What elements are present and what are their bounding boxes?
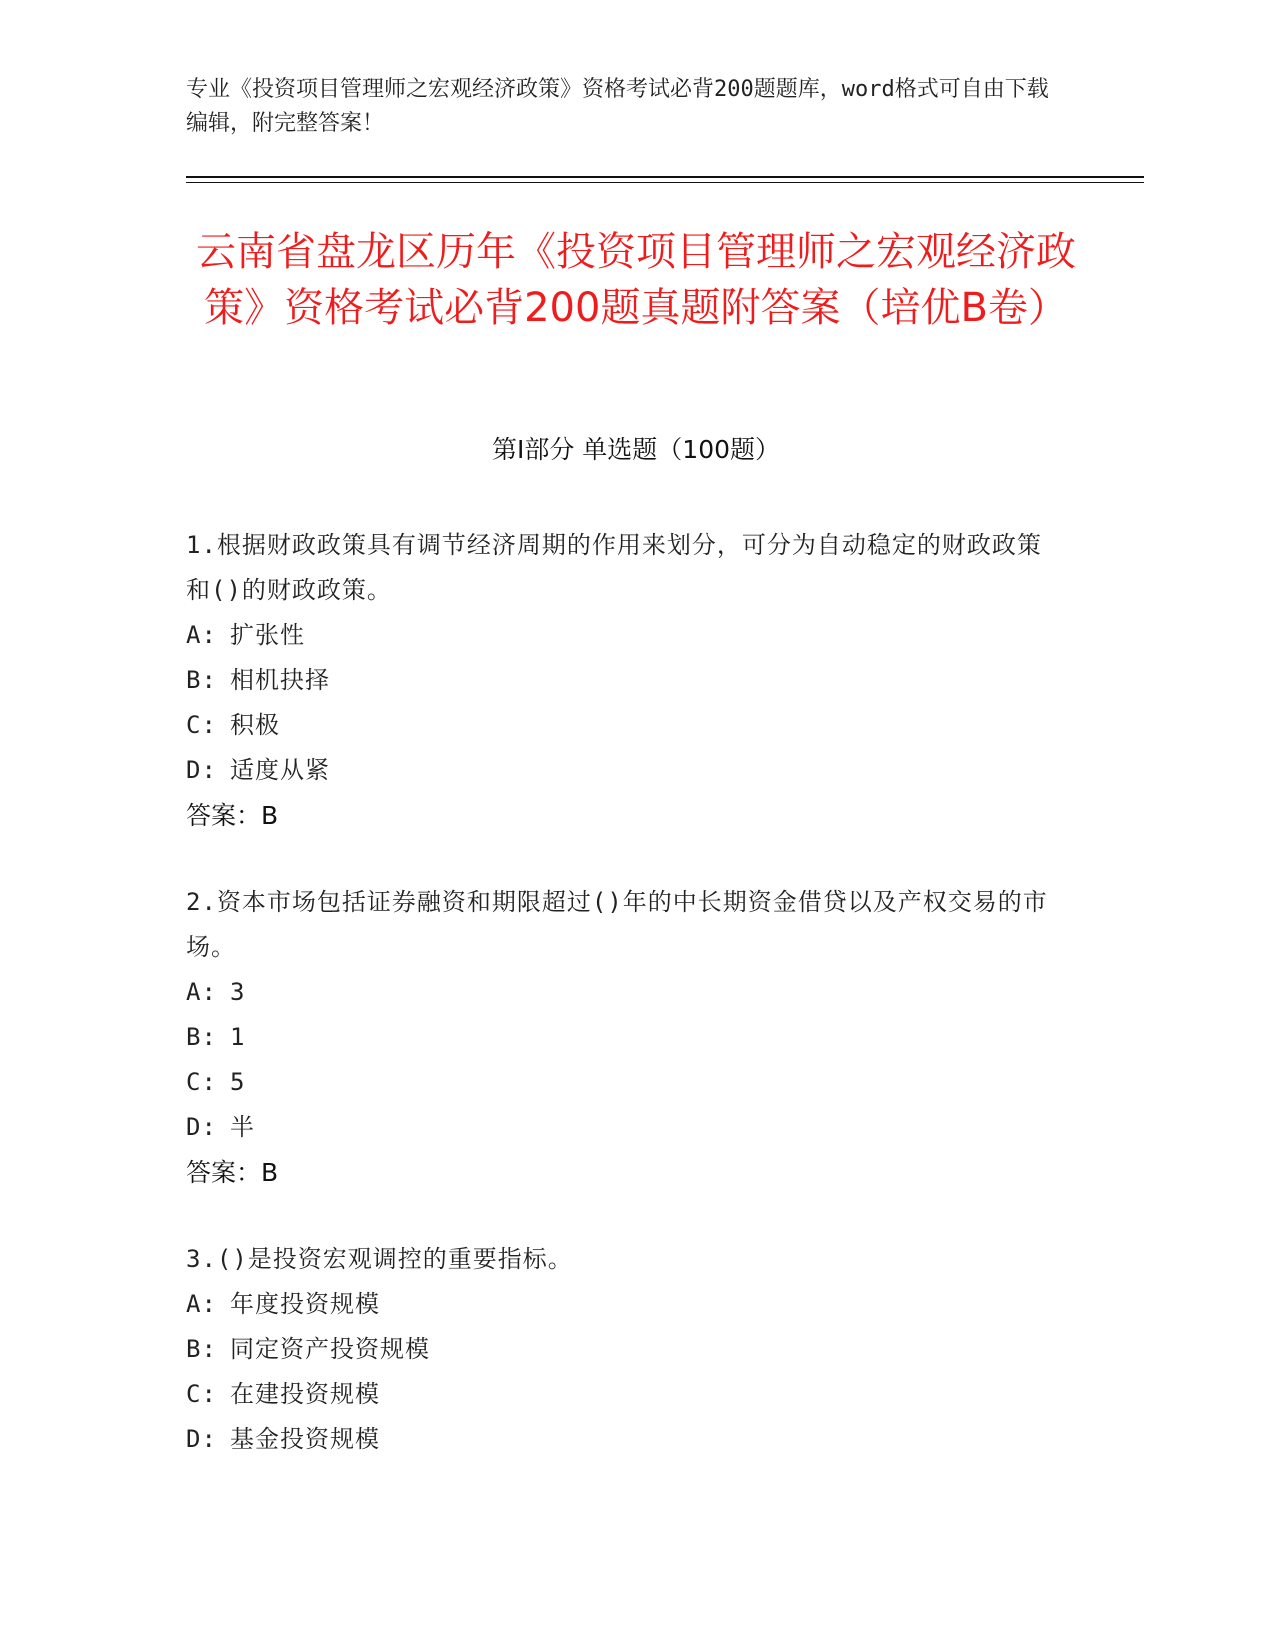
- option-key: D:: [186, 1425, 217, 1453]
- option-b: [186, 1015, 1066, 1060]
- question-stem: 3.()是投资宏观调控的重要指标。: [186, 1245, 573, 1273]
- option-text: 年度投资规模: [230, 1290, 380, 1318]
- question-stem: 1.根据财政政策具有调节经济周期的作用来划分，可分为自动稳定的财政政策和()的财政政策。: [186, 531, 1042, 604]
- question-1: [186, 523, 1066, 838]
- option-key: C:: [186, 711, 217, 739]
- option-c: [186, 1060, 1066, 1105]
- option-a: [186, 970, 1066, 1015]
- option-a: [186, 1282, 1066, 1327]
- option-key: A:: [186, 978, 217, 1006]
- option-key: A:: [186, 1290, 217, 1318]
- option-text: 同定资产投资规模: [230, 1335, 430, 1363]
- option-key: B:: [186, 1023, 217, 1051]
- answer-line: 答案：B: [186, 1158, 279, 1187]
- question-stem: 2.资本市场包括证券融资和期限超过()年的中长期资金借贷以及产权交易的市场。: [186, 888, 1048, 961]
- option-key: C:: [186, 1380, 217, 1408]
- option-text: 半: [230, 1113, 255, 1141]
- option-d: [186, 748, 1066, 793]
- option-key: D:: [186, 756, 217, 784]
- option-text: 适度从紧: [230, 756, 330, 784]
- option-text: 3: [230, 978, 246, 1006]
- option-d: [186, 1417, 1066, 1462]
- option-text: 1: [230, 1023, 246, 1051]
- option-text: 在建投资规模: [230, 1380, 380, 1408]
- option-a: [186, 613, 1066, 658]
- option-key: D:: [186, 1113, 217, 1141]
- option-b: [186, 1327, 1066, 1372]
- question-2: [186, 880, 1066, 1195]
- option-b: [186, 658, 1066, 703]
- option-text: 相机抉择: [230, 666, 330, 694]
- option-key: B:: [186, 666, 217, 694]
- option-d: [186, 1105, 1066, 1150]
- answer-line: 答案：B: [186, 801, 279, 830]
- option-text: 基金投资规模: [230, 1425, 380, 1453]
- option-key: A:: [186, 621, 217, 649]
- question-3: [186, 1237, 1066, 1462]
- header-divider-thick: [186, 176, 1144, 178]
- option-text: 扩张性: [230, 621, 305, 649]
- option-c: [186, 1372, 1066, 1417]
- document-title: 云南省盘龙区历年《投资项目管理师之宏观经济政策》资格考试必背200题真题附答案（培优B卷）: [196, 229, 1076, 331]
- option-c: [186, 703, 1066, 748]
- section-heading: 第I部分 单选题（100题）: [491, 435, 781, 464]
- option-key: B:: [186, 1335, 217, 1363]
- option-key: C:: [186, 1068, 217, 1096]
- header-note: 专业《投资项目管理师之宏观经济政策》资格考试必背200题题库，word格式可自由下载编辑，附完整答案！: [186, 77, 1049, 136]
- header-divider-thin: [186, 182, 1144, 183]
- option-text: 5: [230, 1068, 246, 1096]
- option-text: 积极: [230, 711, 280, 739]
